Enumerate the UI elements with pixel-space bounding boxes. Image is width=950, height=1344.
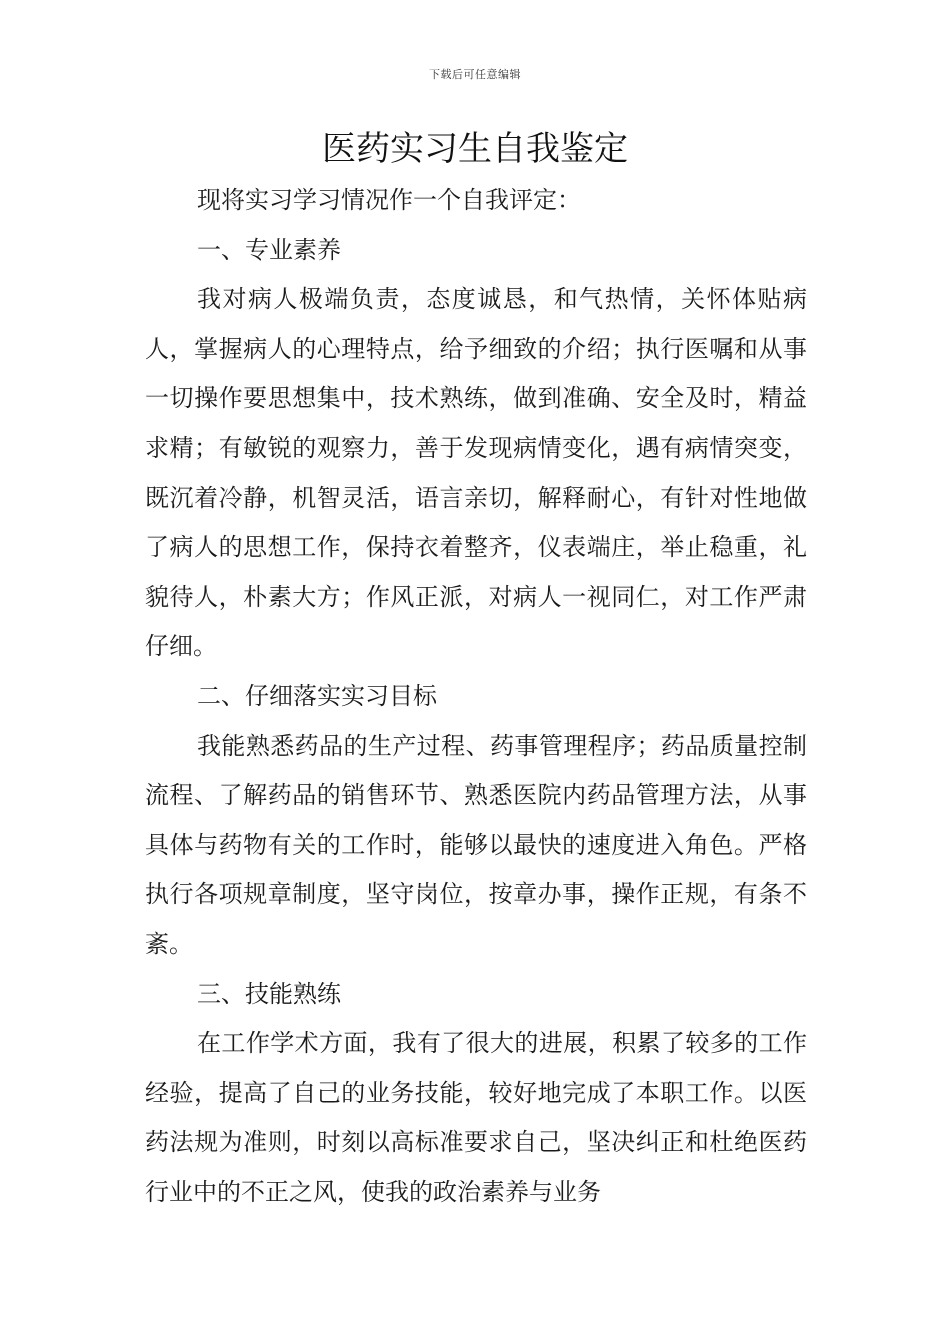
- section-heading-3: 三、技能熟练: [197, 979, 341, 1008]
- intro-paragraph: 现将实习学习情况作一个自我评定：: [197, 186, 581, 214]
- section-body-2: 我能熟悉药品的生产过程、药事管理程序；药品质量控制流程、了解药品的销售环节、熟悉医院内药品管理方法，从事具体与药物有关的工作时，能够以最快的速度进入角色。严格执行各项规章制度，坚守岗位，按章办事，操作正规，有条不紊。: [145, 731, 807, 958]
- header-note: 下载后可任意编辑: [429, 68, 521, 81]
- document-title: 医药实习生自我鉴定: [322, 129, 628, 169]
- section-heading-1: 一、专业素养: [197, 235, 341, 264]
- document-body: [145, 176, 807, 1217]
- section-body-1: 我对病人极端负责，态度诚恳，和气热情，关怀体贴病人，掌握病人的心理特点，给予细致的介绍；执行医嘱和从事一切操作要思想集中，技术熟练，做到准确、安全及时，精益求精；有敏锐的观察力，善于发现病情变化，遇有病情突变，既沉着冷静，机智灵活，语言亲切，解释耐心，有针对性地做了病人的思想工作，保持衣着整齐，仪表端庄，举止稳重，礼貌待人，朴素大方；作风正派，对病人一视同仁，对工作严肃仔细。: [145, 285, 807, 661]
- section-body-3: 在工作学术方面，我有了很大的进展，积累了较多的工作经验，提高了自己的业务技能，较好地完成了本职工作。以医药法规为准则，时刻以高标准要求自己，坚决纠正和杜绝医药行业中的不正之风，使我的政治素养与业务: [145, 1029, 807, 1206]
- section-heading-2: 二、仔细落实实习目标: [197, 681, 437, 710]
